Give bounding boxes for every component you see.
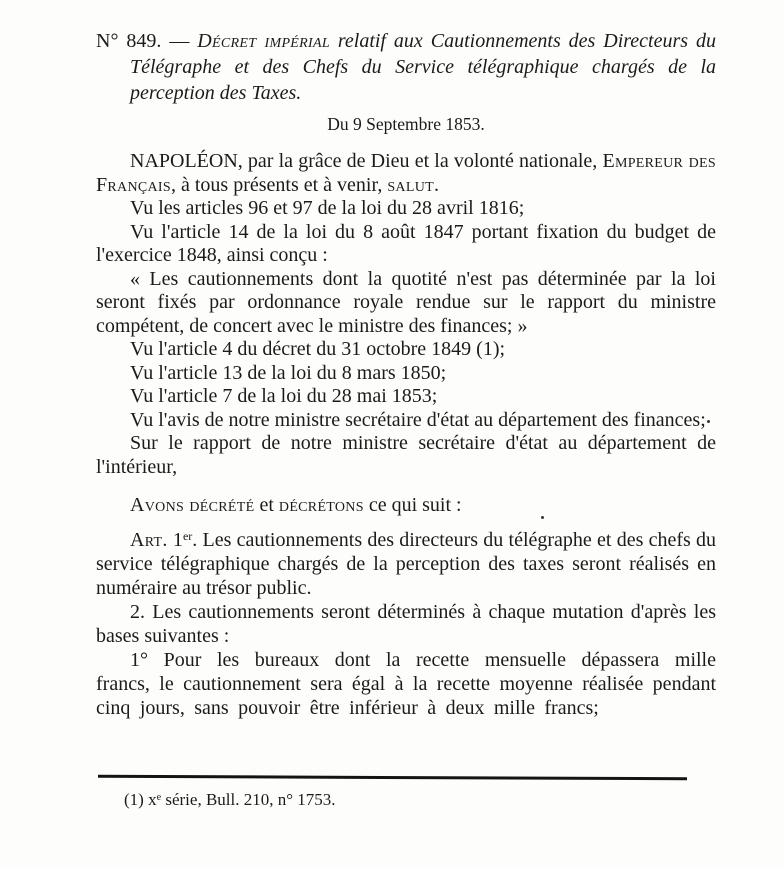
recital-line: Vu l'article 4 du décret du 31 octobre 1849 (1); [130,338,506,360]
recital-line: Sur le rapport de notre ministre secrétaire d'état au département de l'intérieur, [96,432,716,478]
article-1 [96,528,716,600]
salutation-text-1: , par la grâce de Dieu et la volonté nationale, [237,150,603,172]
recital-line: Vu l'article 7 de la loi du 28 mai 1853; [130,385,438,407]
salutation-text-2: , à tous présents et à venir, [170,174,388,196]
salutation-end: . [433,174,439,196]
decree-title-smallcaps: Décret impérial [197,30,330,52]
decree-date: Du 9 Septembre 1853. [327,114,485,134]
enacting-part-1: Avons décrété [130,494,255,516]
article-2: 2. Les cautionnements seront déterminés à chaque mutation d'après les bases suivantes : [96,601,716,647]
recital-line: Vu l'avis de notre ministre secrétaire d'état au département des finances; [130,408,706,431]
footnote-reference: (1) x [124,790,157,809]
recital-line: Vu les articles 96 et 97 de la loi du 28 avril 1816; [130,197,525,219]
article-2-item-1: 1° Pour les bureaux dont la recette mensuelle dépassera mille francs, le cautionnement sera égal à la recette moyenne réalisée pendant cinq jours, sans pouvoir être inférieur à deux mille francs; [96,649,716,719]
enacting-part-4: ce qui suit : [363,494,462,516]
recital-line: Vu l'article 13 de la loi du 8 mars 1850; [130,361,447,384]
salut-word: salut [387,174,434,196]
article-1-ordinal-sup: er [182,529,193,543]
sovereign-title: Empereur des Français [96,150,716,196]
footnote-text [98,789,687,810]
article-1-number: 1 [167,529,183,551]
enacting-part-3: décrétons [278,494,364,516]
recital-line: Vu l'article 14 de la loi du 8 août 1847 portant fixation du budget de l'exercice 1848, ainsi conçu : [96,220,716,266]
enacting-part-2: et [254,494,279,516]
scan-speckle [707,420,710,423]
decree-title-rest: relatif aux Cautionnements des Directeurs du Télégraphe et des Chefs du Service télégraphique chargés de la perception des Taxes. [130,30,716,104]
footnote-series-sup: e [156,791,162,803]
sovereign-name: NAPOLÉON [130,150,238,172]
article-1-text: . Les cautionnements des directeurs du télégraphe et des chefs du service télégraphique chargés de la perception des taxes seront réalisés en numéraire au trésor public. [96,529,716,599]
decree-number: N° 849. — [96,30,198,52]
scan-speckle [541,516,544,519]
article-1-label: Art. [130,529,168,551]
recital-quote: « Les cautionnements dont la quotité n'est pas déterminée par la loi seront fixés par ordonnance royale rendue sur le rapport du ministre compétent, de concert avec le ministre des finances; » [96,267,716,337]
decree-text-block [96,28,716,720]
preamble-salutation [96,149,716,197]
footnote-block [98,776,687,810]
enacting-formula [96,493,716,517]
footnote-separator-rule [98,775,687,781]
decree-heading [96,28,716,106]
recitals-section [96,197,716,479]
footnote-citation: série, Bull. 210, n° 1753. [161,790,336,809]
